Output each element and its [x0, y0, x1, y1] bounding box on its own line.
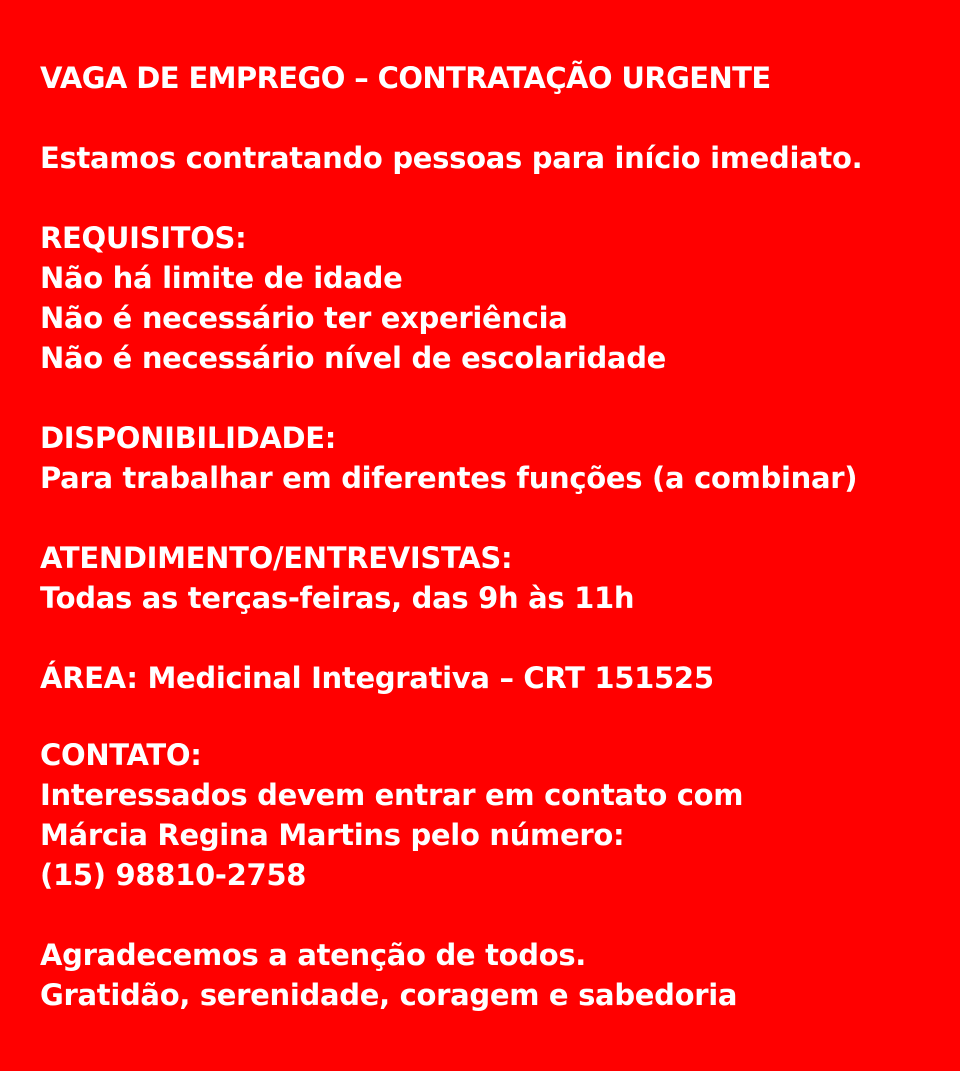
requisitos-heading: REQUISITOS: [40, 221, 247, 255]
closing-line: Agradecemos a atenção de todos. [40, 938, 587, 972]
closing-line: Gratidão, serenidade, coragem e sabedoria [40, 978, 738, 1012]
disponibilidade-heading: DISPONIBILIDADE: [40, 421, 337, 455]
contato-phone: (15) 98810-2758 [40, 858, 307, 892]
job-poster [40, 0, 940, 1071]
atendimento-text: Todas as terças-feiras, das 9h às 11h [40, 581, 635, 615]
disponibilidade-text: Para trabalhar em diferentes funções (a combinar) [40, 461, 858, 495]
contato-heading: CONTATO: [40, 738, 202, 772]
requisito-item: Não é necessário ter experiência [40, 301, 568, 335]
requisito-item: Não é necessário nível de escolaridade [40, 341, 667, 375]
atendimento-heading: ATENDIMENTO/ENTREVISTAS: [40, 541, 513, 575]
requisito-item: Não há limite de idade [40, 261, 403, 295]
poster-title: VAGA DE EMPREGO – CONTRATAÇÃO URGENTE [40, 61, 771, 95]
contato-line: Márcia Regina Martins pelo número: [40, 818, 625, 852]
contato-line: Interessados devem entrar em contato com [40, 778, 744, 812]
area-text: ÁREA: Medicinal Integrativa – CRT 151525 [40, 661, 714, 695]
intro-text: Estamos contratando pessoas para início imediato. [40, 141, 863, 175]
